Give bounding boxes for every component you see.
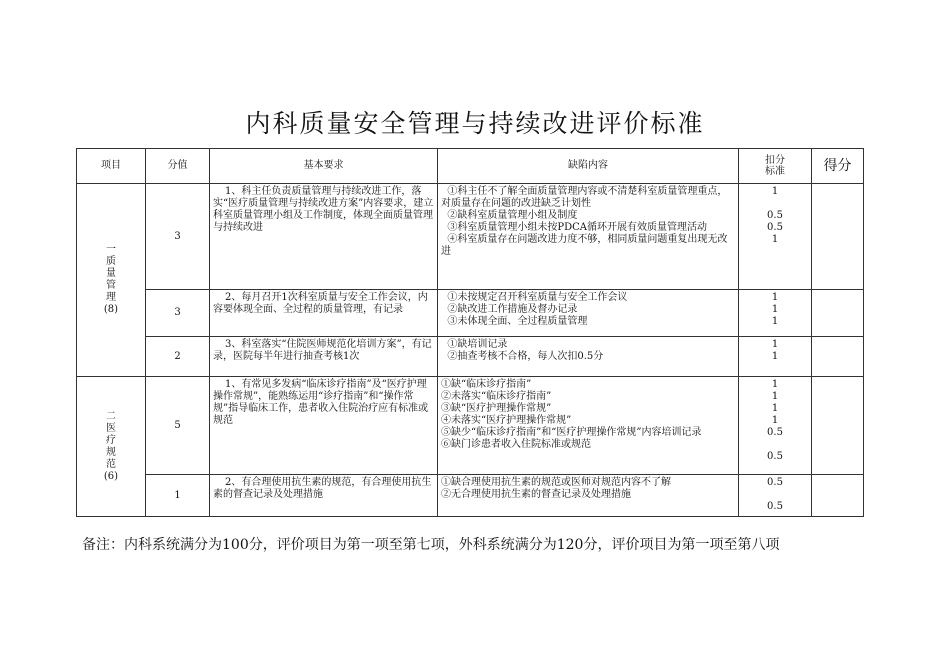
- defect-line: ⑥缺门诊患者收入住院标准或规范: [441, 439, 591, 450]
- item-label-line: 范: [106, 458, 116, 470]
- defect-line: ②缺科室质量管理小组及制度: [441, 210, 578, 221]
- deduction-value: 1: [771, 391, 779, 402]
- item-label-line: 二: [106, 410, 116, 422]
- requirement-cell: 2、每月召开1次科室质量与安全工作会议，内容要体现全面、全过程的质量管理，有记录: [210, 290, 438, 337]
- deduction-value: 1: [771, 351, 779, 362]
- table-row: [77, 377, 864, 475]
- deduction-value: 1: [771, 316, 779, 327]
- deduction-value: 1: [771, 379, 779, 390]
- deduction-cell: [739, 290, 812, 337]
- score-cell[interactable]: [812, 475, 864, 517]
- deduction-value: 0.5: [767, 477, 783, 488]
- evaluation-table: [76, 148, 864, 517]
- score-cell[interactable]: [812, 290, 864, 337]
- deduction-value: [742, 489, 808, 501]
- defect-line: ③缺“医疗护理操作常规”: [441, 403, 552, 414]
- defects-cell: [438, 377, 739, 475]
- item-label-line: 医: [106, 422, 116, 434]
- defects-cell: [438, 184, 739, 290]
- defect-line: ①缺合理使用抗生素的规范或医师对规范内容不了解: [441, 477, 671, 488]
- points-cell: 3: [146, 184, 210, 290]
- requirement-cell: 1、科主任负责质量管理与持续改进工作，落实“医疗质量管理与持续改进方案”内容要求，建立科室质量管理小组及工作制度，体现全面质量管理与持续改进: [210, 184, 438, 290]
- deduction-value: 1: [771, 304, 779, 315]
- deduction-cell: [739, 337, 812, 377]
- defect-line: ①未按规定召开科室质量与安全工作会议: [441, 292, 628, 303]
- table-row: [77, 337, 864, 377]
- table-header-row: [77, 149, 864, 184]
- header-item: 项目: [77, 149, 146, 184]
- header-deduction: 扣分标准: [739, 149, 812, 184]
- item-label-line: 理: [106, 292, 116, 303]
- deduction-value: 1: [771, 415, 779, 426]
- score-cell[interactable]: [812, 184, 864, 290]
- points-cell: 5: [146, 377, 210, 475]
- header-requirement: 基本要求: [210, 149, 438, 184]
- deduction-cell: [739, 475, 812, 517]
- defect-line: ①缺“临床诊疗指南”: [441, 379, 532, 390]
- deduction-value: 1: [771, 339, 779, 350]
- score-cell[interactable]: [812, 337, 864, 377]
- defect-line: ②缺改进工作措施及督办记录: [441, 304, 578, 315]
- requirement-cell: 2、有合理使用抗生素的规范，有合理使用抗生素的督查记录及处理措施: [210, 475, 438, 517]
- header-points: 分值: [146, 149, 210, 184]
- deduction-value: 1: [771, 186, 779, 197]
- item-label-line: 一: [106, 244, 116, 255]
- table-row: [77, 290, 864, 337]
- defects-cell: [438, 290, 739, 337]
- defects-cell: [438, 475, 739, 517]
- item-label-line: 规: [106, 446, 116, 458]
- requirement-cell: 1、有常见多发病“临床诊疗指南”及“医疗护理操作常规”，能熟练运用“诊疗指南”和“操作常规”指导临床工作，患者收入住院治疗应有标准或规范: [210, 377, 438, 475]
- defects-cell: [438, 337, 739, 377]
- defect-line: ②无合理使用抗生素的督查记录及处理措施: [441, 489, 631, 500]
- page-title: 内科质量安全管理与持续改进评价标准: [245, 109, 705, 138]
- deduction-value: [742, 198, 808, 210]
- defect-line: ④科室质量存在问题改进力度不够，相同质量问题重复出现无改进: [441, 234, 728, 257]
- score-cell[interactable]: [812, 377, 864, 475]
- deduction-cell: [739, 184, 812, 290]
- deduction-value: 0.5: [767, 451, 783, 462]
- item-label-line: 质: [106, 256, 116, 267]
- header-defects: 缺陷内容: [438, 149, 739, 184]
- requirement-cell: 3、科室落实“住院医师规范化培训方案”，有记录，医院每半年进行抽查考核1次: [210, 337, 438, 377]
- deduction-value: 1: [771, 292, 779, 303]
- deduction-value: [742, 439, 808, 451]
- item-label-line: (8): [103, 304, 119, 315]
- defect-line: ③未体现全面、全过程质量管理: [441, 316, 588, 327]
- defect-line: ②未落实“临床诊疗指南”: [441, 391, 552, 402]
- header-score: 得分: [812, 149, 864, 184]
- defect-line: ②抽查考核不合格，每人次扣0.5分: [441, 351, 604, 362]
- item-label-line: 管: [106, 280, 116, 291]
- item-label-line: (6): [103, 470, 119, 482]
- item-label-line: 疗: [106, 434, 116, 446]
- defect-line: ⑤缺少“临床诊疗指南”和“医疗护理操作常规”内容培训记录: [441, 427, 702, 438]
- item-label: [77, 377, 146, 517]
- points-cell: 3: [146, 290, 210, 337]
- deduction-value: 1: [771, 234, 779, 245]
- deduction-value: 0.5: [767, 222, 783, 233]
- deduction-cell: [739, 377, 812, 475]
- deduction-value: 1: [771, 403, 779, 414]
- deduction-value: 0.5: [767, 210, 783, 221]
- item-label: [77, 184, 146, 377]
- defect-line: ③科室质量管理小组未按PDCA循环开展有效质量管理活动: [441, 222, 707, 233]
- footnote: 备注：内科系统满分为100分，评价项目为第一项至第七项，外科系统满分为120分，评价项目为第一项至第八项: [82, 537, 780, 553]
- defect-line: ④未落实“医疗护理操作常规”: [441, 415, 572, 426]
- defect-line: ①缺培训记录: [441, 339, 508, 350]
- item-label-line: 量: [106, 268, 116, 279]
- table-row: [77, 475, 864, 517]
- points-cell: 2: [146, 337, 210, 377]
- deduction-value: 0.5: [767, 501, 783, 512]
- table-row: [77, 184, 864, 290]
- points-cell: 1: [146, 475, 210, 517]
- defect-line: ①科主任不了解全面质量管理内容或不清楚科室质量管理重点，对质量存在问题的改进缺乏计划性: [441, 186, 728, 209]
- table-body: [77, 184, 864, 517]
- deduction-value: 0.5: [767, 427, 783, 438]
